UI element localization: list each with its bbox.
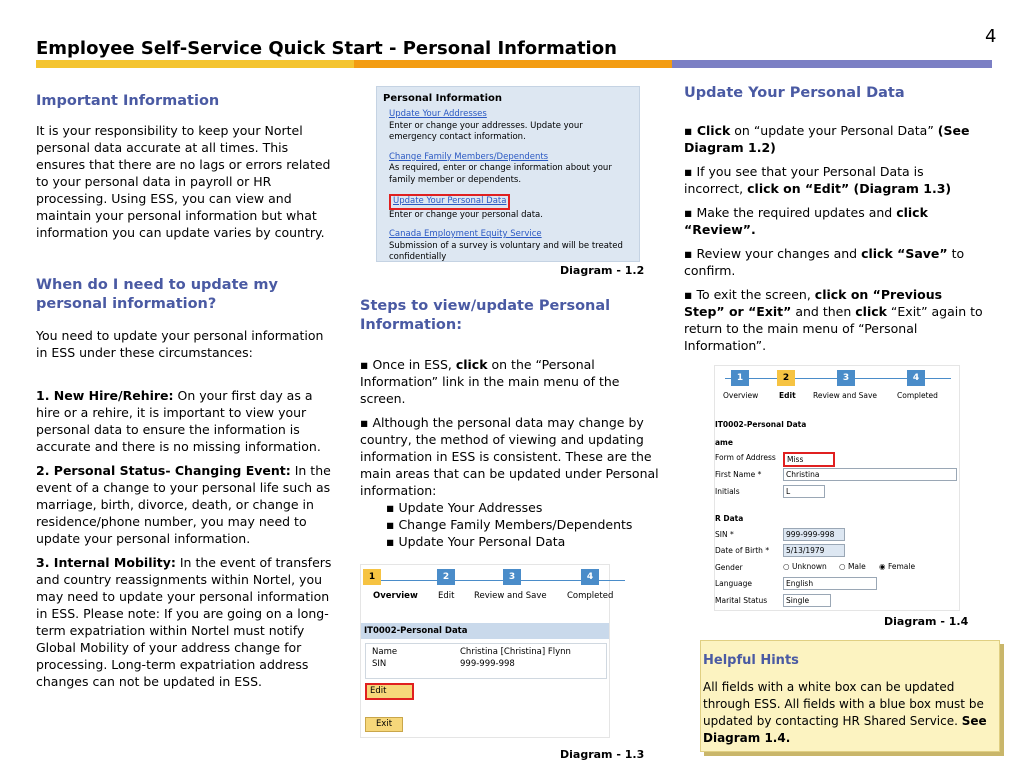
caption-1-4: Diagram - 1.4 [884,615,969,628]
field-label: SIN * [715,530,734,539]
row-key: SIN [372,659,387,669]
step-1-label: Overview [723,391,759,400]
step-3-label: Review and Save [474,591,547,601]
entry-desc: Enter or change your addresses. Update your emergency contact information. [389,120,583,142]
field-label: Marital Status [715,596,768,605]
important-heading: Important Information [36,93,220,109]
section-header: IT0002-Personal Data [715,420,807,429]
exit-button[interactable]: Exit [365,717,403,732]
entry-desc: Submission of a survey is voluntary and will be treated confidentially [389,240,623,262]
important-text: It is your responsibility to keep your Nortel personal data accurate at all times. This ensures that there are no lags or errors related to your personal data in payroll or HR processing. Using ESS, you can view and maintain your personal information but what information you can update varies by country. [36,123,331,240]
hints-text: All fields with a white box can be updated through ESS. All fields with a blue box must be updated by contacting HR Shared Service. See Diagram 1.4. [703,680,987,745]
step-2-label: Edit [779,391,796,400]
personal-data-panel [365,643,607,679]
row-value: Christina [Christina] Flynn [460,647,571,657]
step-1-label: Overview [373,591,418,601]
entry-desc: As required, enter or change information about your family member or dependents. [389,163,612,185]
steps-heading: Steps to view/update Personal Information: [360,298,611,333]
circumstance-2: 2. Personal Status- Changing Event: In the event of a change to your personal life such as marriage, birth, divorce, death, or change in residence/phone number, you may need to update your personal information. [36,463,331,546]
step-4-label: Completed [897,391,938,400]
update-step-2: ▪ If you see that your Personal Data is incorrect, click on “Edit” (Diagram 1.3) [684,164,952,196]
step-2-box[interactable]: 2 [437,569,455,585]
step-2-label: Edit [438,591,455,601]
caption-1-3: Diagram - 1.3 [560,748,645,761]
update-step-4: ▪ Review your changes and click “Save” to confirm. [684,246,965,278]
title-bar-purple [672,60,992,68]
step-4-box[interactable]: 4 [907,370,925,386]
step-2-box[interactable]: 2 [777,370,795,386]
row-key: Name [372,647,398,657]
step-4-label: Completed [567,591,614,601]
update-step-1: ▪ Click on “update your Personal Data” (See Diagram 1.2) [684,123,970,155]
diagram-1-3 [360,564,614,738]
area-item: ▪ Update Your Addresses [386,500,543,515]
circumstance-list [36,387,336,697]
section-header: IT0002-Personal Data [361,623,609,639]
when-text: You need to update your personal information in ESS under these circumstances: [36,328,324,360]
helpful-hints-box [700,640,1000,752]
initials-field[interactable]: L [783,485,825,498]
step-3-label: Review and Save [813,391,878,400]
field-label: First Name * [715,470,762,479]
page-title: Employee Self-Service Quick Start - Personal Information [36,38,617,59]
row-value: 999-999-998 [460,659,515,669]
field-label: Language [715,579,753,588]
step-1: ▪ Once in ESS, click on the “Personal Information” link in the main menu of the screen. [360,357,620,406]
link-update-personal-data[interactable]: Update Your Personal Data [389,194,510,210]
step-3-box[interactable]: 3 [503,569,521,585]
gender-radio-male[interactable]: ○ Male [839,562,866,571]
step-1-box[interactable]: 1 [731,370,749,386]
step-1-box[interactable]: 1 [363,569,381,585]
diagram-heading: Personal Information [383,93,502,104]
area-item: ▪ Change Family Members/Dependents [386,517,633,532]
step-4-box[interactable]: 4 [581,569,599,585]
title-bar-orange [354,60,672,68]
link-change-family[interactable]: Change Family Members/Dependents [389,151,549,162]
edit-button[interactable]: Edit [365,683,414,700]
hints-heading: Helpful Hints [703,653,799,668]
update-steps [684,122,984,361]
update-heading: Update Your Personal Data [684,85,905,101]
subsection-name: ame [715,438,733,447]
circumstance-1: 1. New Hire/Rehire: On your first day as a hire or a rehire, it is important to view your personal data to ensure the information is accurate and there is no missing information. [36,388,321,454]
diagram-1-4 [714,365,960,611]
form-of-address-select[interactable]: Miss [783,452,835,467]
link-update-addresses[interactable]: Update Your Addresses [389,109,487,119]
caption-1-2: Diagram - 1.2 [560,264,645,277]
subsection-name: R Data [715,514,744,523]
step-2: ▪ Although the personal data may change by country, the method of viewing and updating information in ESS is consistent. These are the main areas that can be updated under Personal information: [360,415,659,498]
step-3-box[interactable]: 3 [837,370,855,386]
areas-list [360,499,660,550]
title-bar-yellow [36,60,354,68]
field-label: Initials [715,487,740,496]
field-label: Date of Birth * [715,546,770,555]
link-employment-equity[interactable]: Canada Employment Equity Service [389,229,542,239]
language-select[interactable]: English [783,577,877,590]
diagram-1-2 [376,86,640,262]
field-label: Form of Address [715,453,776,462]
dob-field: 5/13/1979 [783,544,845,557]
area-item: ▪ Update Your Personal Data [386,534,566,549]
update-step-3: ▪ Make the required updates and click “Review”. [684,205,928,237]
circumstance-3: 3. Internal Mobility: In the event of transfers and country reassignments within Nortel, you may need to update your personal information in ESS. Please note: If you are going on a long-term expatriation within Nortel must notify Global Mobility of your address change for processing. Long-term expatriation address changes can not be updated in ESS. [36,555,332,689]
marital-status-select[interactable]: Single [783,594,831,607]
steps-text [360,356,660,550]
page-number: 4 [985,26,997,47]
first-name-field[interactable]: Christina [783,468,957,481]
gender-radio-unknown[interactable]: ○ Unknown [783,562,827,571]
field-label: Gender [715,563,743,572]
update-step-5: ▪ To exit the screen, click on “Previous Step” or “Exit” and then click “Exit” again to return to the main menu of “Personal Information”. [684,287,983,353]
entry-desc: Enter or change your personal data. [389,209,543,220]
when-heading: When do I need to update my personal information? [36,277,278,312]
sin-field: 999-999-998 [783,528,845,541]
gender-radio-female[interactable]: ◉ Female [879,562,916,571]
